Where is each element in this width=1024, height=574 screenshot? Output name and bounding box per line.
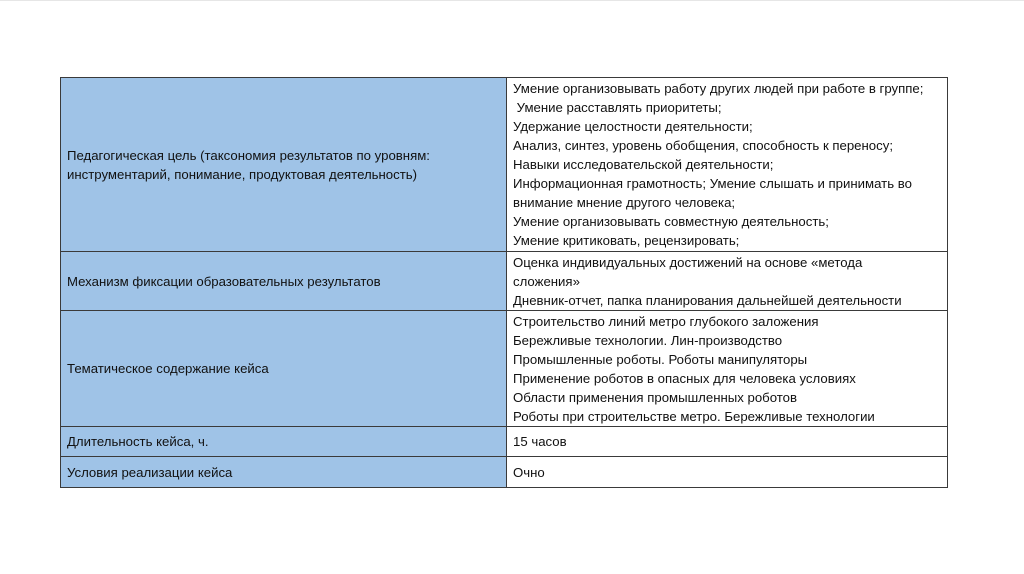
table-row-pedagogical-goal	[61, 78, 948, 252]
row-value-cell	[507, 457, 948, 488]
value-line: Оценка индивидуальных достижений на основе «метода	[513, 254, 863, 270]
table-row-duration	[61, 427, 948, 457]
table-row-thematic-content	[61, 311, 948, 427]
value-line: Роботы при строительстве метро. Бережливые технологии	[513, 408, 875, 424]
row-value-cell	[507, 311, 948, 427]
value-line: сложения»	[513, 273, 580, 289]
value-line: Дневник-отчет, папка планирования дальнейшей деятельности	[513, 292, 902, 308]
value-line: Применение роботов в опасных для человека условиях	[513, 370, 856, 386]
value-line: Удержание целостности деятельности;	[513, 119, 753, 134]
row-label: Тематическое содержание кейса	[67, 361, 269, 376]
value-line: Бережливые технологии. Лин-производство	[513, 332, 783, 348]
value-line: 15 часов	[513, 434, 567, 449]
row-label-cell	[61, 78, 507, 252]
table-row-conditions	[61, 457, 948, 488]
value-line: Информационная грамотность; Умение слышать и принимать во	[513, 176, 912, 191]
table-row-results-mechanism	[61, 252, 948, 311]
value-line: Навыки исследовательской деятельности;	[513, 157, 774, 172]
value-line: Умение расставлять приоритеты;	[513, 100, 722, 115]
value-line: Умение организовывать совместную деятельность;	[513, 214, 829, 229]
value-line: Области применения промышленных роботов	[513, 389, 797, 405]
value-line: Умение критиковать, рецензировать;	[513, 233, 740, 248]
value-line: внимание мнение другого человека;	[513, 195, 736, 210]
row-label: Педагогическая цель (таксономия результатов по уровням: инструментарий, понимание, продуктовая деятельность)	[67, 147, 430, 182]
row-label-cell	[61, 252, 507, 311]
value-line: Очно	[513, 464, 545, 480]
value-line: Анализ, синтез, уровень обобщения, способность к переносу;	[513, 138, 893, 153]
value-line: Умение организовывать работу других людей при работе в группе;	[513, 81, 924, 96]
row-value-cell	[507, 427, 948, 457]
row-label: Условия реализации кейса	[67, 464, 233, 480]
top-divider	[0, 0, 1024, 1]
row-value-cell	[507, 252, 948, 311]
value-line: Промышленные роботы. Роботы манипуляторы	[513, 351, 808, 367]
row-label-cell	[61, 457, 507, 488]
row-value-cell	[507, 78, 948, 252]
case-table	[60, 77, 948, 488]
value-line: Строительство линий метро глубокого заложения	[513, 313, 819, 329]
row-label-cell	[61, 427, 507, 457]
row-label: Механизм фиксации образовательных результатов	[67, 273, 381, 289]
row-label-cell	[61, 311, 507, 427]
row-label: Длительность кейса, ч.	[67, 434, 209, 449]
